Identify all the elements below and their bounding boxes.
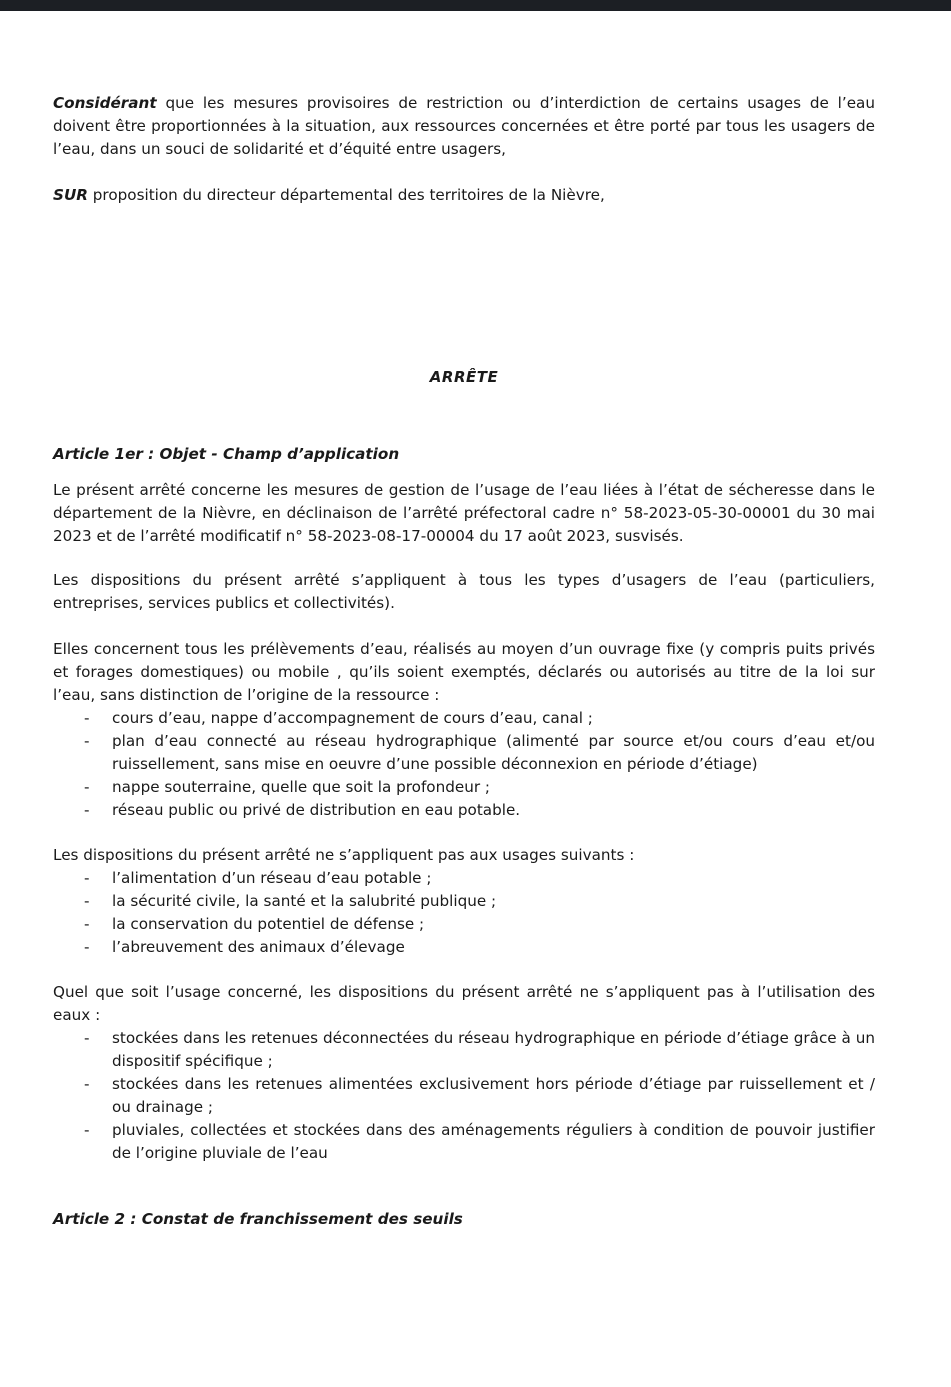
article1-block-5 xyxy=(53,981,875,1165)
list-item: - l’abreuvement des animaux d’élevage xyxy=(112,936,875,959)
article1-block-3 xyxy=(53,638,875,822)
article1-paragraph-3: Elles concernent tous les prélèvements d’eau, réalisés au moyen d’un ouvrage fixe (y compris puits privés et forages domestiques) ou mobile , qu’ils soient exemptés, déclarés ou autorisés au titre de la loi sur l’eau, sans distinction de l’origine de la ressource : xyxy=(53,640,875,704)
considerant-paragraph xyxy=(53,92,875,161)
considerant-text: que les mesures provisoires de restriction ou d’interdiction de certains usages de l’eau doivent être proportionnées à la situation, aux ressources concernées et être porté par tous les usagers de l’eau, dans un souci de solidarité et d’équité entre usagers, xyxy=(53,94,875,158)
top-bar xyxy=(0,0,951,11)
sur-lead: SUR xyxy=(53,186,88,204)
exempt-uses-list xyxy=(53,867,875,959)
article1-paragraph-1: Le présent arrêté concerne les mesures de gestion de l’usage de l’eau liées à l’état de sécheresse dans le département de la Nièvre, en déclinaison de l’arrêté préfectoral cadre n° 58-2023-05-30-00001 du 30 mai 2023 et de l’arrêté modificatif n° 58-2023-08-17-00004 du 17 août 2023, susvisés. xyxy=(53,481,875,545)
list-item: - la conservation du potentiel de défense ; xyxy=(112,913,875,936)
sur-paragraph xyxy=(53,184,875,207)
document-title: ARRÊTE xyxy=(429,368,499,386)
list-item: - stockées dans les retenues alimentées exclusivement hors période d’étiage par ruissellement et / ou drainage ; xyxy=(112,1073,875,1119)
article1-heading: Article 1er : Objet - Champ d’application xyxy=(53,445,400,463)
list-item: - plan d’eau connecté au réseau hydrographique (alimenté par source et/ou cours d’eau et/ou ruissellement, sans mise en oeuvre d’une possible déconnexion en période d’étiage) xyxy=(112,730,875,776)
article1-paragraph-5: Quel que soit l’usage concerné, les dispositions du présent arrêté ne s’appliquent pas à l’utilisation des eaux : xyxy=(53,983,875,1024)
article1-paragraph-2: Les dispositions du présent arrêté s’appliquent à tous les types d’usagers de l’eau (particuliers, entreprises, services publics et collectivités). xyxy=(53,571,875,612)
article1-block-4 xyxy=(53,844,875,959)
list-item: - la sécurité civile, la santé et la salubrité publique ; xyxy=(112,890,875,913)
exempt-waters-list xyxy=(53,1027,875,1165)
resource-list xyxy=(53,707,875,822)
list-item: - l’alimentation d’un réseau d’eau potable ; xyxy=(112,867,875,890)
article1-paragraph-4: Les dispositions du présent arrêté ne s’appliquent pas aux usages suivants : xyxy=(53,846,635,864)
considerant-lead: Considérant xyxy=(53,94,157,112)
list-item: - pluviales, collectées et stockées dans des aménagements réguliers à condition de pouvoir justifier de l’origine pluviale de l’eau xyxy=(112,1119,875,1165)
list-item: - stockées dans les retenues déconnectées du réseau hydrographique en période d’étiage grâce à un dispositif spécifique ; xyxy=(112,1027,875,1073)
list-item: - réseau public ou privé de distribution en eau potable. xyxy=(112,799,875,822)
list-item: - cours d’eau, nappe d’accompagnement de cours d’eau, canal ; xyxy=(112,707,875,730)
sur-text: proposition du directeur départemental des territoires de la Nièvre, xyxy=(87,186,605,204)
article2-heading: Article 2 : Constat de franchissement des seuils xyxy=(53,1210,463,1228)
list-item: - nappe souterraine, quelle que soit la profondeur ; xyxy=(112,776,875,799)
